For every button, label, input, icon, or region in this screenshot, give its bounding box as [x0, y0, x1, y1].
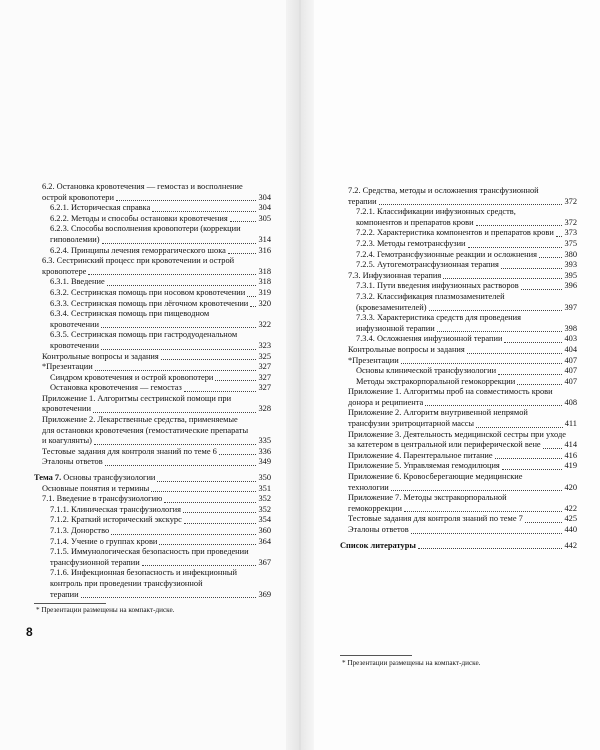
dot-leader: [219, 453, 257, 455]
toc-entry-page: 335: [258, 436, 271, 446]
toc-entry-title: 6.2.3. Способы восполнения кровопотери (коррекции: [50, 224, 241, 234]
toc-entry-page: 442: [564, 540, 577, 550]
toc-entry-title: 7.2.3. Методы гемотрансфузии: [356, 238, 466, 248]
toc-entry: [340, 356, 577, 367]
toc-entry-title: Приложение 1. Алгоритмы сестринской помощи при: [42, 393, 232, 403]
toc-entry-page: 314: [258, 234, 271, 244]
toc-entry-title: инфузионной терапии: [356, 323, 435, 333]
toc-entry: [340, 430, 577, 451]
toc-entry-page: 327: [258, 383, 271, 393]
toc-entry-page: 349: [258, 457, 271, 467]
toc-entry: [340, 451, 577, 462]
toc-entry: [34, 537, 271, 548]
toc-entry-page: 398: [564, 323, 577, 333]
toc-entry-page: 352: [258, 494, 271, 504]
toc-entry-title: Эталоны ответов: [42, 457, 103, 467]
dot-leader: [81, 596, 257, 598]
toc-entry-title: Основные понятия и термины: [42, 483, 150, 493]
toc-entry: [340, 377, 577, 388]
toc-entry-title: 6.2.1. Историческая справка: [50, 203, 151, 213]
toc-entry: [34, 494, 271, 505]
toc-entry-title: Приложение 3. Деятельность медицинской сестры при уходе: [348, 429, 566, 439]
dot-leader: [401, 362, 563, 364]
toc-entry: [34, 246, 271, 257]
toc-entry: [34, 473, 271, 484]
toc-entry-title: 7.3.4. Осложнения инфузионной терапии: [356, 334, 503, 344]
dot-leader: [404, 510, 562, 512]
toc-entry-title: Приложение 6. Кровосберегающие медицинские: [348, 472, 523, 482]
toc-entry-title: 7.1. Введение в трансфузиологию: [42, 494, 163, 504]
toc-entry: [34, 299, 271, 310]
dot-leader: [107, 284, 257, 286]
toc-entry-page: 404: [564, 344, 577, 354]
footnote-rule-right: [340, 655, 412, 656]
dot-leader: [521, 288, 563, 290]
toc-entry: [340, 239, 577, 250]
toc-entry-page: 440: [564, 525, 577, 534]
dot-leader: [95, 369, 257, 371]
toc-entry: [340, 228, 577, 239]
toc-entry: [34, 457, 271, 468]
dot-leader: [543, 447, 563, 449]
toc-entry-title: 6.3.2. Сестринская помощь при носовом кровотечении: [50, 287, 246, 297]
dot-leader: [157, 480, 256, 482]
page-number: 8: [26, 625, 33, 639]
toc-entry-bold-prefix: Тема 7.: [34, 473, 62, 483]
dot-leader: [467, 352, 563, 354]
toc-entry-page: 407: [564, 366, 577, 376]
toc-entry: [34, 224, 271, 245]
toc-entry-page: 367: [258, 557, 271, 567]
toc-entry-page: 327: [258, 362, 271, 372]
toc-entry-title: Контрольные вопросы и задания: [42, 351, 159, 361]
toc-entry-title: Контрольные вопросы и задания: [348, 344, 465, 354]
toc-entry-title: 6.2. Остановка кровотечения — гемостаз и восполнение: [42, 182, 243, 191]
dot-leader: [88, 273, 256, 275]
toc-entry: [340, 281, 577, 292]
toc-entry: [34, 515, 271, 526]
toc-entry-page: 416: [564, 450, 577, 460]
toc-entry-page: 318: [258, 266, 271, 276]
toc-entry-title: 7.1.1. Клиническая трансфузиология: [50, 504, 181, 514]
dot-leader: [517, 383, 562, 385]
toc-entry: [340, 461, 577, 472]
toc-entry-page: 369: [258, 589, 271, 599]
toc-entry-title: 7.2.1. Классификации инфузионных средств,: [356, 207, 516, 217]
toc-entry-title: Приложение 7. Методы экстракорпоральной: [348, 493, 507, 503]
toc-entry: [34, 568, 271, 600]
toc-entry-title: 7.1.6. Инфекционная безопасность и инфекционный: [50, 568, 237, 578]
toc-entry-title: Приложение 5. Управляемая гемодилюция: [348, 461, 500, 471]
dot-leader: [539, 256, 562, 258]
toc-entry: [34, 526, 271, 537]
toc-left-column: [34, 182, 271, 600]
toc-entry-title: терапии: [50, 589, 79, 599]
toc-entry-page: 327: [258, 372, 271, 382]
toc-entry-page: 396: [564, 281, 577, 291]
dot-leader: [161, 358, 257, 360]
toc-entry-page: 407: [564, 376, 577, 386]
dot-leader: [228, 252, 257, 254]
dot-leader: [501, 267, 563, 269]
toc-entry-title: 7.3. Инфузионная терапия: [348, 270, 442, 280]
toc-entry: [340, 387, 577, 408]
toc-entry: [34, 352, 271, 363]
toc-entry-title: кровотечении: [42, 404, 91, 414]
toc-entry-title: 7.1.2. Краткий исторический экскурс: [50, 515, 182, 525]
toc-entry-title: для остановки кровотечения (гемостатические препараты: [42, 425, 249, 435]
toc-entry-title: Остановка кровотечения — гемостаз: [50, 383, 182, 393]
toc-entry-page: 419: [564, 461, 577, 471]
dot-leader: [504, 341, 562, 343]
dot-leader: [159, 543, 256, 545]
toc-entry-page: 328: [258, 404, 271, 414]
dot-leader: [247, 295, 256, 297]
toc-entry: [34, 373, 271, 384]
dot-leader: [379, 203, 563, 205]
toc-entry-page: 305: [258, 213, 271, 223]
dot-leader: [476, 426, 563, 428]
toc-entry: [34, 547, 271, 568]
toc-entry-title: трансфузионной терапии: [50, 557, 140, 567]
toc-entry-page: 408: [564, 397, 577, 407]
toc-entry-page: 395: [564, 270, 577, 280]
toc-entry-page: 318: [258, 277, 271, 287]
toc-entry: [340, 313, 577, 334]
toc-entry-title: технологии: [348, 482, 389, 492]
toc-entry: [34, 362, 271, 373]
dot-leader: [468, 246, 563, 248]
toc-entry-page: 319: [258, 287, 271, 297]
toc-entry-title: 7.2.5. Аутогемотрансфузионная терапия: [356, 260, 499, 270]
toc-entry-bold-prefix: Список литературы: [340, 540, 416, 550]
toc-entry-title: Методы экстракорпоральной гемокоррекции: [356, 376, 516, 386]
toc-entry-page: 380: [564, 249, 577, 259]
toc-entry-title: Тема 7. Основы трансфузиологии: [34, 473, 156, 483]
dot-leader: [425, 404, 562, 406]
dot-leader: [94, 443, 256, 445]
dot-leader: [105, 464, 257, 466]
toc-entry-title: Приложение 1. Алгоритмы проб на совместимость крови: [348, 387, 553, 397]
toc-entry-title: 6.3.1. Введение: [50, 277, 105, 287]
toc-entry: [340, 525, 577, 536]
toc-entry-title: Приложение 2. Алгоритм внутривенной непрямой: [348, 408, 528, 418]
toc-entry-title: *Презентации: [42, 362, 93, 372]
toc-entry-page: 414: [564, 440, 577, 450]
toc-entry-page: 354: [258, 515, 271, 525]
toc-entry-page: 411: [564, 419, 577, 429]
toc-entry: [34, 415, 271, 447]
toc-entry-title: Синдром кровотечения и острой кровопотери: [50, 372, 214, 382]
toc-entry-page: 323: [258, 340, 271, 350]
dot-leader: [102, 242, 257, 244]
dot-leader: [230, 220, 257, 222]
toc-entry-title: 6.3.4. Сестринская помощь при пищеводном: [50, 309, 210, 319]
toc-entry-page: 360: [258, 526, 271, 535]
toc-entry-title: Приложение 4. Парентеральное питание: [348, 450, 493, 460]
toc-entry: [34, 447, 271, 458]
toc-entry-page: 420: [564, 482, 577, 492]
toc-entry-page: 372: [564, 217, 577, 227]
toc-entry: [34, 330, 271, 351]
toc-entry-title: 7.2. Средства, методы и осложнения трансфузионной: [348, 186, 539, 195]
toc-entry: [34, 383, 271, 394]
toc-entry-page: 320: [258, 298, 271, 308]
toc-entry-title: 7.1.3. Донорство: [50, 526, 110, 535]
dot-leader: [429, 309, 563, 311]
toc-entry-page: 373: [564, 228, 577, 238]
dot-leader: [142, 564, 257, 566]
toc-entry-title: (кровезаменителей): [356, 302, 427, 312]
dot-leader: [151, 490, 256, 492]
toc-entry-title: 7.2.4. Гемотрансфузионные реакции и осложнения: [356, 249, 537, 259]
dot-leader: [116, 199, 256, 201]
toc-entry: [340, 408, 577, 429]
toc-entry-title: кровотечении: [50, 319, 99, 329]
toc-entry-title: 6.2.2. Методы и способы остановки кровотечения: [50, 213, 228, 223]
toc-entry-title: трансфузии эритроцитарной массы: [348, 419, 475, 429]
toc-entry: [34, 277, 271, 288]
toc-entry-page: 403: [564, 334, 577, 344]
toc-entry-title: контроль при проведении трансфузионной: [50, 578, 203, 588]
toc-entry: [340, 260, 577, 271]
toc-entry-title: донора и реципиента: [348, 397, 424, 407]
toc-entry-page: 422: [564, 503, 577, 513]
toc-entry-page: 336: [258, 446, 271, 456]
dot-leader: [443, 277, 562, 279]
toc-entry: [34, 203, 271, 214]
toc-entry-title: терапии: [348, 196, 377, 206]
toc-entry-title: гиповолемии): [50, 234, 100, 244]
dot-leader: [164, 501, 256, 503]
toc-entry-title: Тестовые задания для контроля знаний по теме 7: [348, 514, 523, 524]
toc-entry-title: Эталоны ответов: [348, 525, 409, 534]
toc-entry: [34, 309, 271, 330]
toc-entry-page: 304: [258, 192, 271, 202]
toc-entry-page: 351: [258, 483, 271, 493]
toc-entry-page: 352: [258, 504, 271, 514]
dot-leader: [525, 521, 563, 523]
dot-leader: [502, 468, 563, 470]
dot-leader: [556, 235, 563, 237]
dot-leader: [250, 305, 256, 307]
dot-leader: [101, 326, 256, 328]
toc-entry: [340, 493, 577, 514]
toc-entry-title: 7.3.3. Характеристика средств для проведения: [356, 313, 521, 323]
toc-entry-title: 6.3. Сестринский процесс при кровотечении и острой: [42, 256, 235, 266]
toc-entry-page: 397: [564, 302, 577, 312]
toc-entry: [340, 186, 577, 207]
toc-entry: [340, 292, 577, 313]
toc-entry-title: кровотечении: [50, 340, 99, 350]
dot-leader: [183, 511, 256, 513]
toc-entry-title: 6.2.4. Принципы лечения геморрагического шока: [50, 245, 226, 255]
toc-entry: [340, 345, 577, 356]
dot-leader: [184, 522, 257, 524]
toc-entry: [34, 505, 271, 516]
toc-entry-title: Приложение 2. Лекарственные средства, применяемые: [42, 415, 238, 425]
toc-entry: [340, 514, 577, 525]
toc-entry-title: 7.1.4. Учение о группах крови: [50, 536, 158, 546]
footnote-left: * Презентации размещены на компакт-диске.: [36, 606, 175, 614]
toc-entry-title: гемокоррекции: [348, 503, 402, 513]
footnote-rule-left: [34, 603, 106, 604]
toc-entry-page: 375: [564, 238, 577, 248]
toc-entry-title: *Презентации: [348, 355, 399, 365]
toc-entry-page: 325: [258, 351, 271, 361]
dot-leader: [437, 330, 563, 332]
toc-entry-page: 425: [564, 514, 577, 524]
toc-entry-title: и коагулянты): [42, 436, 92, 446]
toc-entry: [34, 182, 271, 203]
toc-entry: [340, 541, 577, 552]
dot-leader: [101, 348, 256, 350]
dot-leader: [411, 532, 563, 534]
toc-entry-title: Тестовые задания для контроля знаний по теме 6: [42, 446, 217, 456]
dot-leader: [184, 390, 257, 392]
toc-entry-page: 304: [258, 203, 271, 213]
toc-entry-title: острой кровопотери: [42, 192, 114, 202]
toc-entry: [340, 366, 577, 377]
toc-entry-title: 6.3.3. Сестринская помощь при лёгочном кровотечении: [50, 298, 249, 308]
footnote-right: * Презентации размещены на компакт-диске.: [342, 659, 481, 667]
toc-entry-page: 350: [258, 473, 271, 483]
toc-entry-page: 364: [258, 536, 271, 546]
toc-entry: [340, 334, 577, 345]
toc-entry: [34, 394, 271, 415]
toc-entry-title: 6.3.5. Сестринская помощь при гастродуоденальном: [50, 330, 238, 340]
toc-entry-page: 393: [564, 260, 577, 270]
toc-entry-title: 7.3.2. Классификация плазмозаменителей: [356, 291, 505, 301]
dot-leader: [152, 210, 256, 212]
book-gutter: [286, 0, 314, 750]
toc-entry: [34, 484, 271, 495]
toc-entry-title: компонентов и препаратов крови: [356, 217, 474, 227]
toc-entry-title: кровопотере: [42, 266, 87, 276]
dot-leader: [93, 411, 256, 413]
dot-leader: [495, 457, 563, 459]
toc-entry-title: [340, 541, 416, 552]
toc-entry: [340, 250, 577, 261]
toc-entry: [34, 214, 271, 225]
toc-entry-page: 322: [258, 319, 271, 329]
toc-entry-page: 407: [564, 355, 577, 365]
toc-entry-title: 7.3.1. Пути введения инфузионных растворов: [356, 281, 519, 291]
toc-entry: [340, 207, 577, 228]
dot-leader: [418, 547, 563, 549]
toc-entry: [340, 271, 577, 282]
dot-leader: [111, 533, 256, 535]
toc-entry: [34, 288, 271, 299]
toc-entry-title: 7.1.5. Иммунологическая безопасность при проведении: [50, 547, 249, 557]
toc-entry: [34, 256, 271, 277]
dot-leader: [215, 379, 256, 381]
toc-right-column: [340, 186, 577, 551]
dot-leader: [498, 373, 562, 375]
toc-entry-page: 316: [258, 245, 271, 255]
toc-entry-title: Основы клинической трансфузиологии: [356, 366, 497, 376]
dot-leader: [391, 489, 563, 491]
toc-entry: [340, 472, 577, 493]
dot-leader: [476, 224, 563, 226]
toc-entry-title: за катетером в центральной или периферической вене: [348, 440, 541, 450]
toc-entry-title: 7.2.2. Характеристика компонентов и препаратов крови: [356, 228, 554, 238]
toc-entry-page: 372: [564, 196, 577, 206]
